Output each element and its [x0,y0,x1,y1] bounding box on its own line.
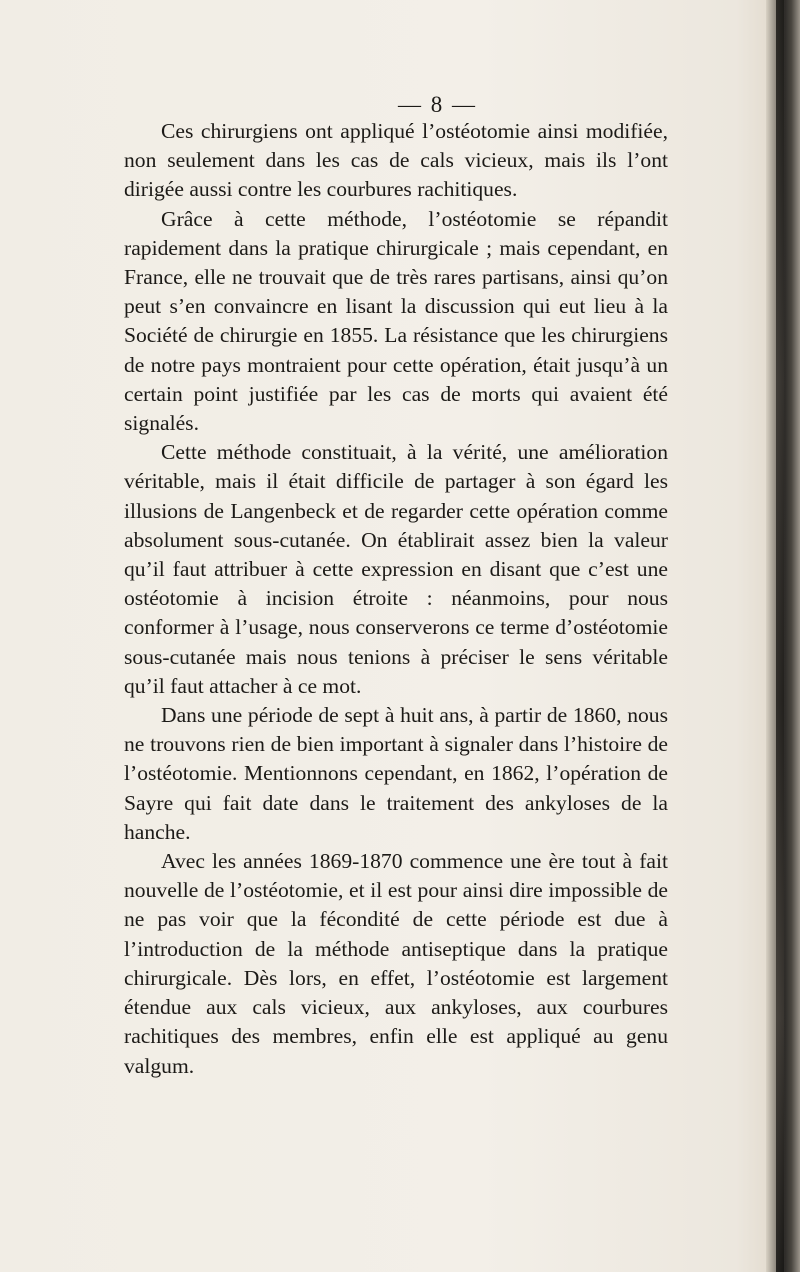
paragraph: Ces chirurgiens ont appliqué l’ostéotomie ainsi modifiée, non seulement dans les cas de cals vicieux, mais ils l’ont dirigée aussi contre les courbures rachitiques. [124,119,668,202]
paragraph: Avec les années 1869-1870 commence une ère tout à fait nouvelle de l’ostéotomie, et il est pour ainsi dire impossible de ne pas voir que la fécondité de cette période est due à l’introduction de la méthode antiseptique dans la pratique chirurgicale. Dès lors, en effet, l’ostéotomie est largement étendue aux cals vicieux, aux ankyloses, aux courbures rachitiques des membres, enfin elle est appliqué au genu valgum. [124,849,668,1078]
paragraph: Grâce à cette méthode, l’ostéotomie se répandit rapidement dans la pratique chirurgicale ; mais cependant, en France, elle ne trouvait que de très rares partisans, ainsi qu’on peut s’en convaincre en lisant la discussion qui eut lieu à la Société de chirurgie en 1855. La résistance que les chirurgiens de notre pays montraient pour cette opération, était jusqu’à un certain point justifiée par les cas de morts qui avaient été signalés. [124,206,668,436]
paragraph: Dans une période de sept à huit ans, à partir de 1860, nous ne trouvons rien de bien important à signaler dans l’histoire de l’ostéotomie. Mentionnons cependant, en 1862, l’opération de Sayre qui fait date dans le traitement des ankyloses de la hanche. [124,703,668,844]
page-number: — 8 — [398,92,477,117]
page-binding-shadow [776,0,784,1272]
body-text [124,117,668,1081]
paragraph: Cette méthode constituait, à la vérité, une amélioration véritable, mais il était difficile de partager à son égard les illusions de Langenbeck et de regarder cette opération comme absolument sous-cutanée. On établirait assez bien la valeur qu’il faut attribuer à cette expression en disant que c’est une ostéotomie à incision étroite : néanmoins, pour nous conformer à l’usage, nous conserverons ce terme d’ostéotomie sous-cutanée mais nous tenions à préciser le sens véritable qu’il faut attacher à ce mot. [124,440,668,698]
